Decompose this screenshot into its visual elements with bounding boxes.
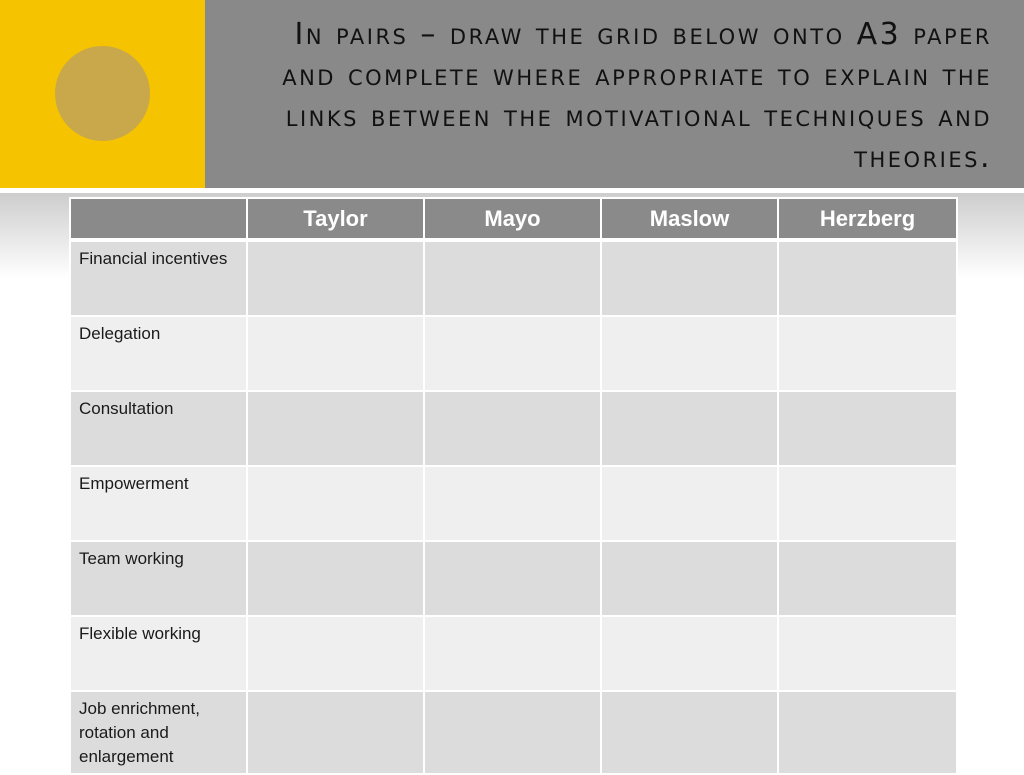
column-header-maslow: Maslow bbox=[601, 198, 778, 240]
row-label: Job enrichment, rotation and enlargement bbox=[70, 691, 247, 774]
table-cell bbox=[247, 240, 424, 316]
table-cell bbox=[247, 616, 424, 691]
table-row bbox=[70, 541, 957, 616]
table-cell bbox=[424, 391, 601, 466]
table-cell bbox=[601, 691, 778, 774]
header-row bbox=[70, 198, 957, 240]
table-row bbox=[70, 466, 957, 541]
row-label: Delegation bbox=[70, 316, 247, 391]
table-cell bbox=[247, 691, 424, 774]
slide-title: In pairs – draw the grid below onto A3 paper and complete where appropriate to explain the links between the motivational techniques and theories. bbox=[282, 17, 992, 175]
row-label: Consultation bbox=[70, 391, 247, 466]
table-cell bbox=[424, 541, 601, 616]
corner-cell bbox=[70, 198, 247, 240]
table-cell bbox=[778, 466, 957, 541]
table-row bbox=[70, 316, 957, 391]
column-header-herzberg: Herzberg bbox=[778, 198, 957, 240]
table-cell bbox=[424, 466, 601, 541]
table-cell bbox=[778, 541, 957, 616]
table-cell bbox=[778, 391, 957, 466]
table-cell bbox=[778, 240, 957, 316]
table-row bbox=[70, 391, 957, 466]
row-label: Team working bbox=[70, 541, 247, 616]
table-row bbox=[70, 691, 957, 774]
table-cell bbox=[424, 316, 601, 391]
row-label: Financial incentives bbox=[70, 240, 247, 316]
table-cell bbox=[424, 616, 601, 691]
column-header-mayo: Mayo bbox=[424, 198, 601, 240]
table-cell bbox=[424, 240, 601, 316]
table-cell bbox=[601, 316, 778, 391]
table-cell bbox=[778, 316, 957, 391]
table-cell bbox=[247, 541, 424, 616]
table-cell bbox=[601, 616, 778, 691]
column-header-taylor: Taylor bbox=[247, 198, 424, 240]
table-cell bbox=[247, 391, 424, 466]
table-cell bbox=[247, 316, 424, 391]
table-cell bbox=[601, 466, 778, 541]
table-cell bbox=[247, 466, 424, 541]
table-cell bbox=[601, 391, 778, 466]
row-label: Empowerment bbox=[70, 466, 247, 541]
table-cell bbox=[601, 541, 778, 616]
decorative-circle bbox=[55, 46, 150, 141]
table-cell bbox=[601, 240, 778, 316]
row-label: Flexible working bbox=[70, 616, 247, 691]
title-band bbox=[205, 0, 1024, 188]
table-cell bbox=[778, 616, 957, 691]
table-cell bbox=[778, 691, 957, 774]
table-row bbox=[70, 616, 957, 691]
table-row bbox=[70, 240, 957, 316]
motivation-grid bbox=[69, 197, 958, 775]
table-cell bbox=[424, 691, 601, 774]
